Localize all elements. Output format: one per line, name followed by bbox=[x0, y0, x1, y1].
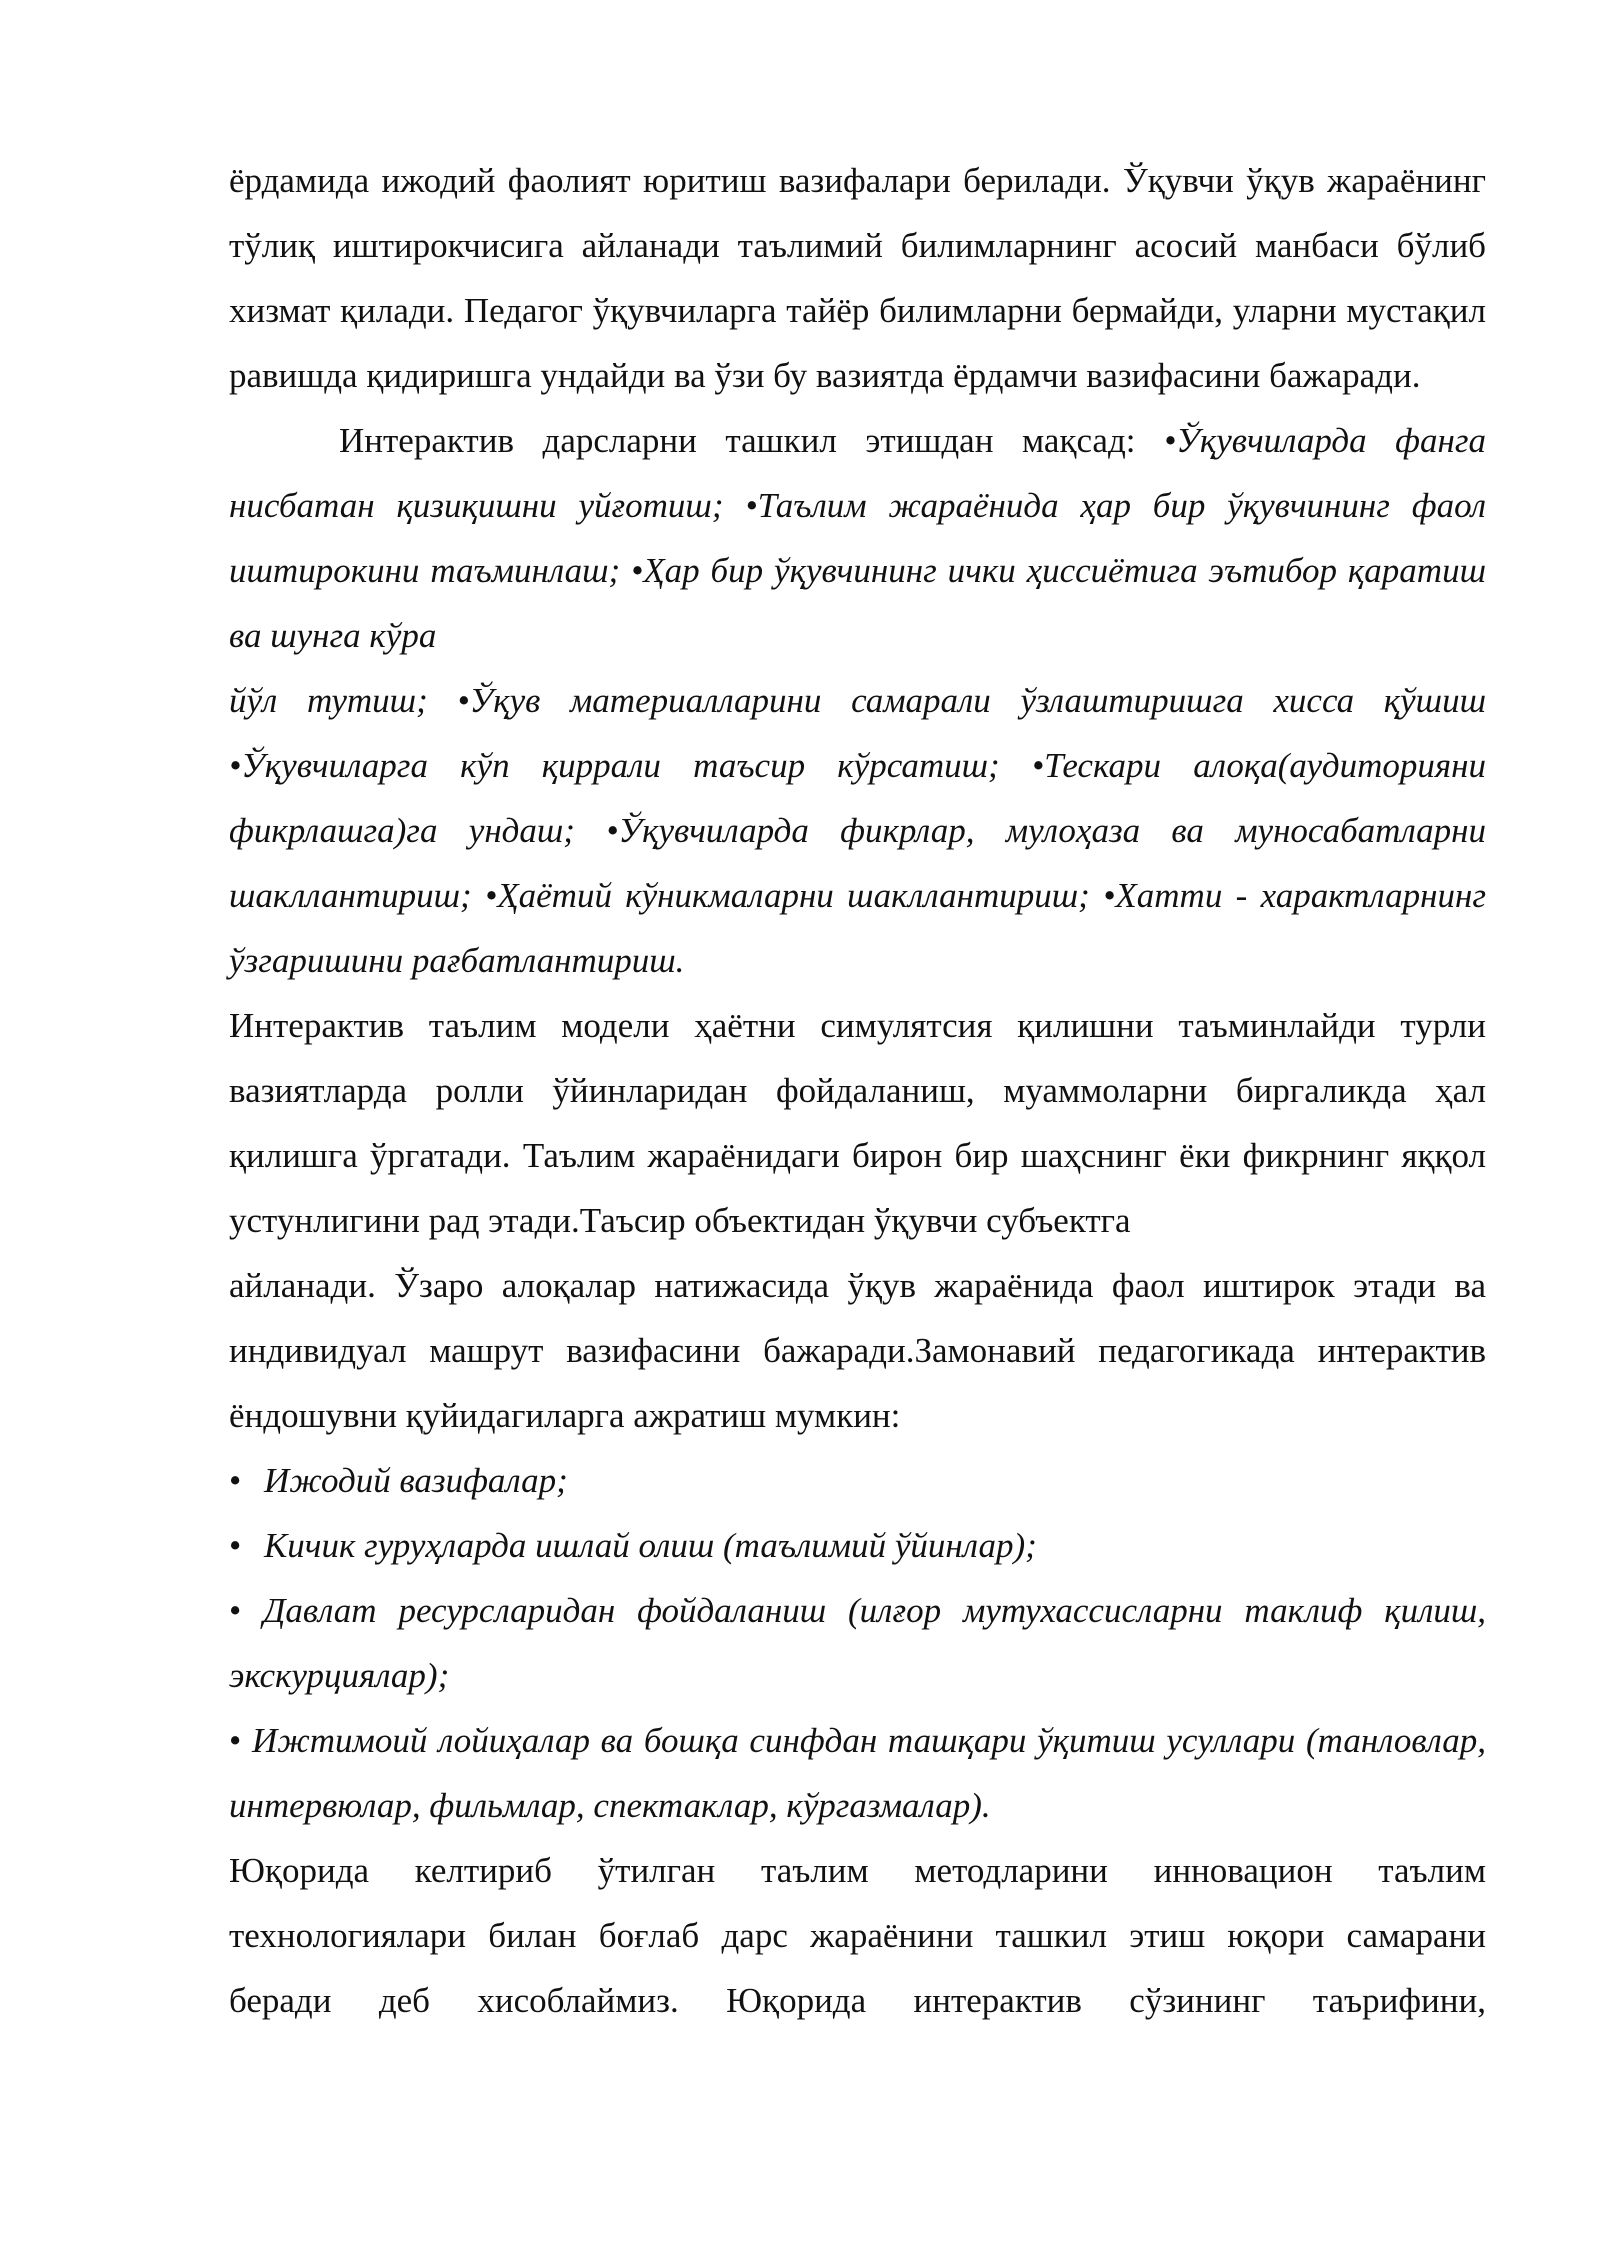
bullet-icon: • bbox=[229, 1526, 242, 1565]
bullet-icon: • bbox=[229, 1461, 242, 1500]
paragraph-goals-continued: йўл тутиш; •Ўқув материалларини самарали ўзлаштиришга хисса қўшиш •Ўқувчиларга кўп қиррали таъсир кўрсатиш; •Тескари алоқа(аудиторияни фикрлашга)га ундаш; •Ўқувчиларда фикрлар, мулоҳаза ва муносабатларни шакллантириш; •Ҳаётий кўникмаларни шакллантириш; •Хатти - характларнинг ўзгаришини рағбатлантириш. bbox=[229, 681, 1486, 980]
bullet-item-2 bbox=[229, 1513, 1486, 1578]
bullet-item-1 bbox=[229, 1448, 1486, 1513]
paragraph-1: ёрдамида ижодий фаолият юритиш вазифалари берилади. Ўқувчи ўқув жараёнинг тўлиқ иштирокчисига айланади таълимий билимларнинг асосий манбаси бўлиб хизмат қилади. Педагог ўқувчиларга тайёр билимларни бермайди, уларни мустақил равишда қидиришга ундайди ва ўзи бу вазиятда ёрдамчи вазифасини бажаради. bbox=[229, 161, 1486, 395]
paragraph-goals bbox=[229, 408, 1486, 668]
bullet-icon: • bbox=[229, 1721, 242, 1760]
bullet-text: Давлат ресурсларидан фойдаланиш (илғор мутухассисларни таклиф қилиш, экскурциялар); bbox=[229, 1591, 1487, 1695]
bullet-icon: • bbox=[229, 1591, 242, 1630]
document-page bbox=[229, 148, 1486, 2033]
bullet-text: Ижодий вазифалар; bbox=[264, 1461, 568, 1500]
paragraph-conclusion: Юқорида келтириб ўтилган таълим методларини инновацион таълим технологиялари билан боғлаб дарс жараёнини ташкил этиш юқори самарани беради деб хисоблаймиз. Юқорида интерактив сўзининг таърифини, bbox=[229, 1851, 1486, 2020]
bullet-text: Ижтимоий лойиҳалар ва бошқа синфдан ташқари ўқитиш усуллари (танловлар, интервюлар, фильмлар, спектаклар, кўргазмалар). bbox=[229, 1721, 1486, 1825]
paragraph-approaches: айланади. Ўзаро алоқалар натижасида ўқув жараёнида фаол иштирок этади ва индивидуал машрут вазифасини бажаради.Замонавий педагогикада интерактив ёндошувни қуйидагиларга ажратиш мумкин: bbox=[229, 1266, 1486, 1435]
goals-list: •Ўқувчиларда фанга нисбатан қизиқишни уйғотиш; •Таълим жараёнида ҳар бир ўқувчининг фаол иштирокини таъминлаш; •Ҳар бир ўқувчининг ички ҳиссиётига эътибор қаратиш ва шунга кўра bbox=[229, 421, 1486, 655]
bullet-text: Кичик гуруҳларда ишлай олиш (таълимий ўйинлар); bbox=[264, 1526, 1037, 1565]
paragraph-model: Интерактив таълим модели ҳаётни симулятсия қилишни таъминлайди турли вазиятларда ролли ўйинларидан фойдаланиш, муаммоларни биргаликда ҳал қилишга ўргатади. Таълим жараёнидаги бирон бир шаҳснинг ёки фикрнинг яққол устунлигини рад этади.Таъсир объектидан ўқувчи субъектга bbox=[229, 1006, 1486, 1240]
bullet-item-3 bbox=[229, 1578, 1486, 1708]
bullet-item-4 bbox=[229, 1708, 1486, 1838]
goals-lead: Интерактив дарсларни ташкил этишдан мақсад: bbox=[339, 421, 1165, 460]
